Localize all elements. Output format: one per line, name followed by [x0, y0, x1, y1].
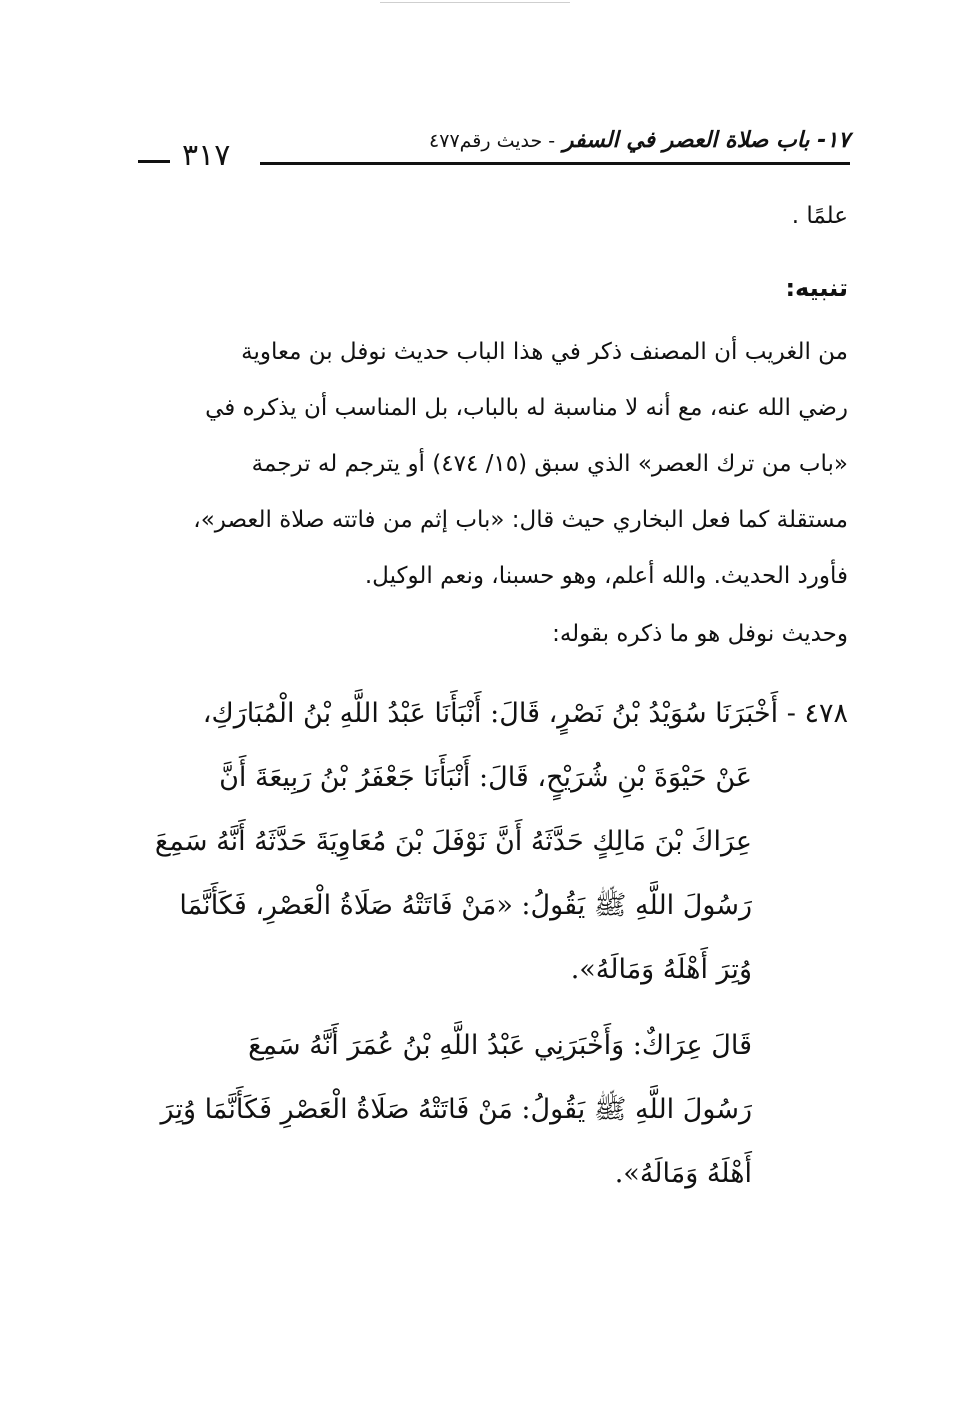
continuation-line: أَهْلَهُ وَمَالَهُ». [614, 1158, 752, 1189]
note-line: «باب من ترك العصر» الذي سبق (١٥/ ٤٧٤) أو يترجم له ترجمة [251, 451, 848, 477]
hadith-line: رَسُولَ اللَّهِ ﷺ يَقُولُ: «مَنْ فَاتَتْهُ صَلَاةُ الْعَصْرِ، فَكَأَنَّمَا [179, 890, 752, 921]
note-paragraph [130, 324, 848, 604]
note-heading: تنبيه: [785, 274, 848, 302]
hadith-block [130, 682, 848, 1002]
running-title [429, 128, 850, 153]
continuation-line: قَالَ عِرَاكٌ: وَأَخْبَرَنِي عَبْدُ اللَّهِ بْنُ عُمَرَ أَنَّهُ سَمِعَ [248, 1030, 752, 1061]
hadith-line-first [130, 682, 848, 746]
page-number-dash [138, 160, 170, 163]
hadith-line: عَنْ حَيْوَةَ بْنِ شُرَيْحٍ، قَالَ: أَنْبَأَنَا جَعْفَرُ بْنُ رَبِيعَةَ أَنَّ [219, 762, 752, 793]
note-line: مستقلة كما فعل البخاري حيث قال: «باب إثم من فاتته صلاة العصر»، [193, 507, 848, 533]
scan-edge-mark [380, 2, 570, 3]
running-header [138, 128, 850, 172]
note-line: رضي الله عنه، مع أنه لا مناسبة له بالباب، بل المناسب أن يذكره في [205, 395, 848, 421]
continuation-block [130, 1014, 848, 1206]
intro-text: وحديث نوفل هو ما ذكره بقوله: [552, 621, 848, 647]
hadith-reference: - حديث رقم٤٧٧ [429, 130, 556, 152]
header-rule [260, 162, 850, 165]
continuation-line: رَسُولَ اللَّهِ ﷺ يَقُولُ: مَنْ فَاتَتْهُ صَلَاةُ الْعَصْرِ فَكَأَنَّمَا وُتِرَ [160, 1094, 752, 1125]
hadith-line: عِرَاكَ بْنَ مَالِكٍ حَدَّثَهُ أَنَّ نَوْفَلَ بْنَ مُعَاوِيَةَ حَدَّثَهُ أَنَّهُ سَمِعَ [154, 826, 752, 857]
note-line: من الغريب أن المصنف ذكر في هذا الباب حديث نوفل بن معاوية [241, 339, 848, 365]
hadith-line: وُتِرَ أَهْلَهُ وَمَالَهُ». [570, 954, 752, 985]
lead-text: علمًا . [791, 203, 848, 229]
page-body [130, 196, 848, 1206]
page-number: ٣١٧ [182, 138, 231, 173]
chapter-title: ١٧- باب صلاة العصر في السفر [562, 128, 850, 153]
note-line: فأورد الحديث. والله أعلم، وهو حسبنا، ونعم الوكيل. [364, 563, 848, 589]
hadith-line: أَخْبَرَنَا سُوَيْدُ بْنُ نَصْرٍ، قَالَ: أَنْبَأَنَا عَبْدُ اللَّهِ بْنُ الْمُبَارَكِ، [202, 698, 779, 729]
hadith-number: ٤٧٨ - [786, 698, 848, 729]
